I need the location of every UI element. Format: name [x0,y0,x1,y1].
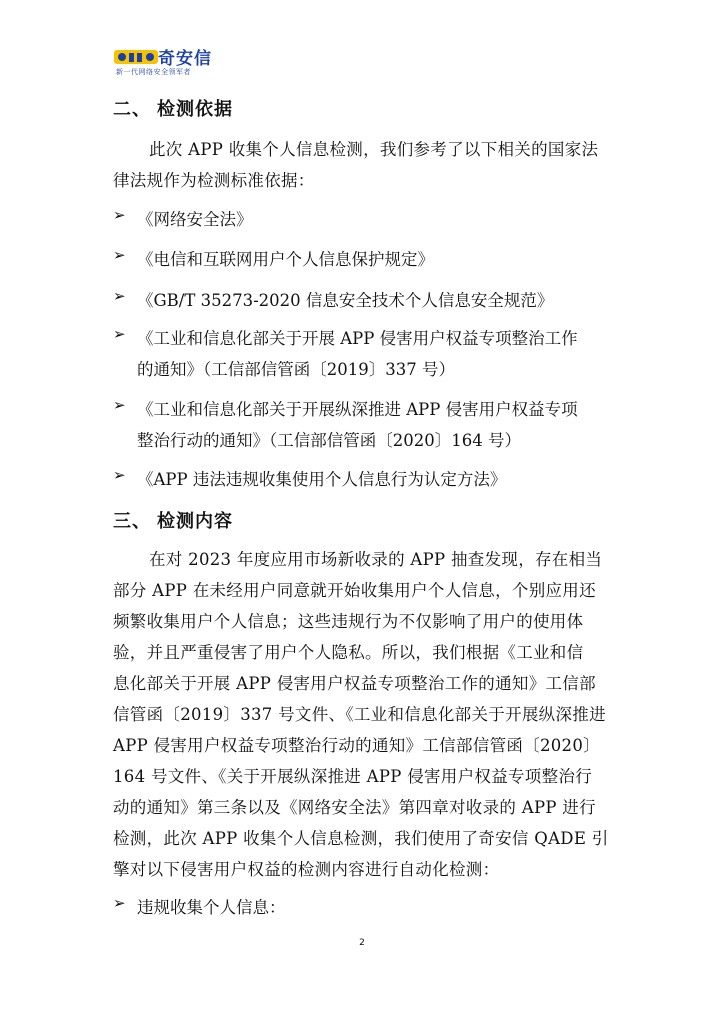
list-item-continuation: 整治行动的通知》（工信部信管函〔2020〕164 号） [137,431,521,450]
section-title: 检测内容 [157,511,233,532]
logo-mark-icon [114,48,158,66]
paragraph-line: 擎对以下侵害用户权益的检测内容进行自动化检测： [113,860,500,879]
list-item-text: 《电信和互联网用户个人信息保护规定》 [137,250,434,269]
paragraph-line: APP 侵害用户权益专项整治行动的通知》工信部信管函〔2020〕 [113,736,600,755]
arrow-bullet-icon: ➢ [113,396,126,414]
logo-slogan: 新一代网络安全领军者 [116,68,191,76]
list-item-continuation: 的通知》（工信部信管函〔2019〕337 号） [137,360,455,379]
list-item-text: 《GB/T 35273-2020 信息安全技术个人信息安全规范》 [137,291,554,310]
arrow-bullet-icon: ➢ [113,894,126,912]
arrow-bullet-icon: ➢ [113,466,126,484]
section-title: 检测依据 [157,99,233,120]
list-item-text: 违规收集个人信息： [137,898,286,917]
paragraph-line: 检测，此次 APP 收集个人信息检测，我们使用了奇安信 QADE 引 [113,829,609,848]
list-item-text: 《工业和信息化部关于开展纵深推进 APP 侵害用户权益专项 [137,400,578,419]
arrow-bullet-icon: ➢ [113,246,126,264]
paragraph-line: 164 号文件、《关于开展纵深推进 APP 侵害用户权益专项整治行 [113,767,592,786]
paragraph-line: 此次 APP 收集个人信息检测，我们参考了以下相关的国家法 [149,140,599,159]
arrow-bullet-icon: ➢ [113,325,126,343]
section-heading-content [113,507,233,533]
paragraph-line: 验，并且严重侵害了用户个人隐私。所以，我们根据《工业和信 [113,643,584,662]
list-item-text: 《网络安全法》 [137,210,253,229]
section-heading-basis [113,95,233,121]
list-item-text: 《APP 违法违规收集使用个人信息行为认定方法》 [137,470,507,489]
list-item-text: 《工业和信息化部关于开展 APP 侵害用户权益专项整治工作 [137,329,578,348]
paragraph-line: 在对 2023 年度应用市场新收录的 APP 抽查发现，存在相当 [149,550,603,569]
page-number: 2 [359,938,365,948]
arrow-bullet-icon: ➢ [113,287,126,305]
section-number: 二、 [113,99,151,120]
paragraph-line: 频繁收集用户个人信息；这些违规行为不仅影响了用户的使用体 [113,612,584,631]
paragraph-line: 息化部关于开展 APP 侵害用户权益专项整治工作的通知》工信部 [113,674,596,693]
paragraph-line: 部分 APP 在未经用户同意就开始收集用户个人信息，个别应用还 [113,581,596,600]
paragraph-line: 信管函〔2019〕337 号文件、《工业和信息化部关于开展纵深推进 [113,705,606,724]
paragraph-line: 律法规作为检测标准依据： [113,171,315,190]
paragraph-line: 动的通知》第三条以及《网络安全法》第四章对收录的 APP 进行 [113,798,596,817]
section-number: 三、 [113,511,151,532]
logo-text: 奇安信 [158,49,212,69]
qianxin-logo [114,44,224,78]
arrow-bullet-icon: ➢ [113,206,126,224]
